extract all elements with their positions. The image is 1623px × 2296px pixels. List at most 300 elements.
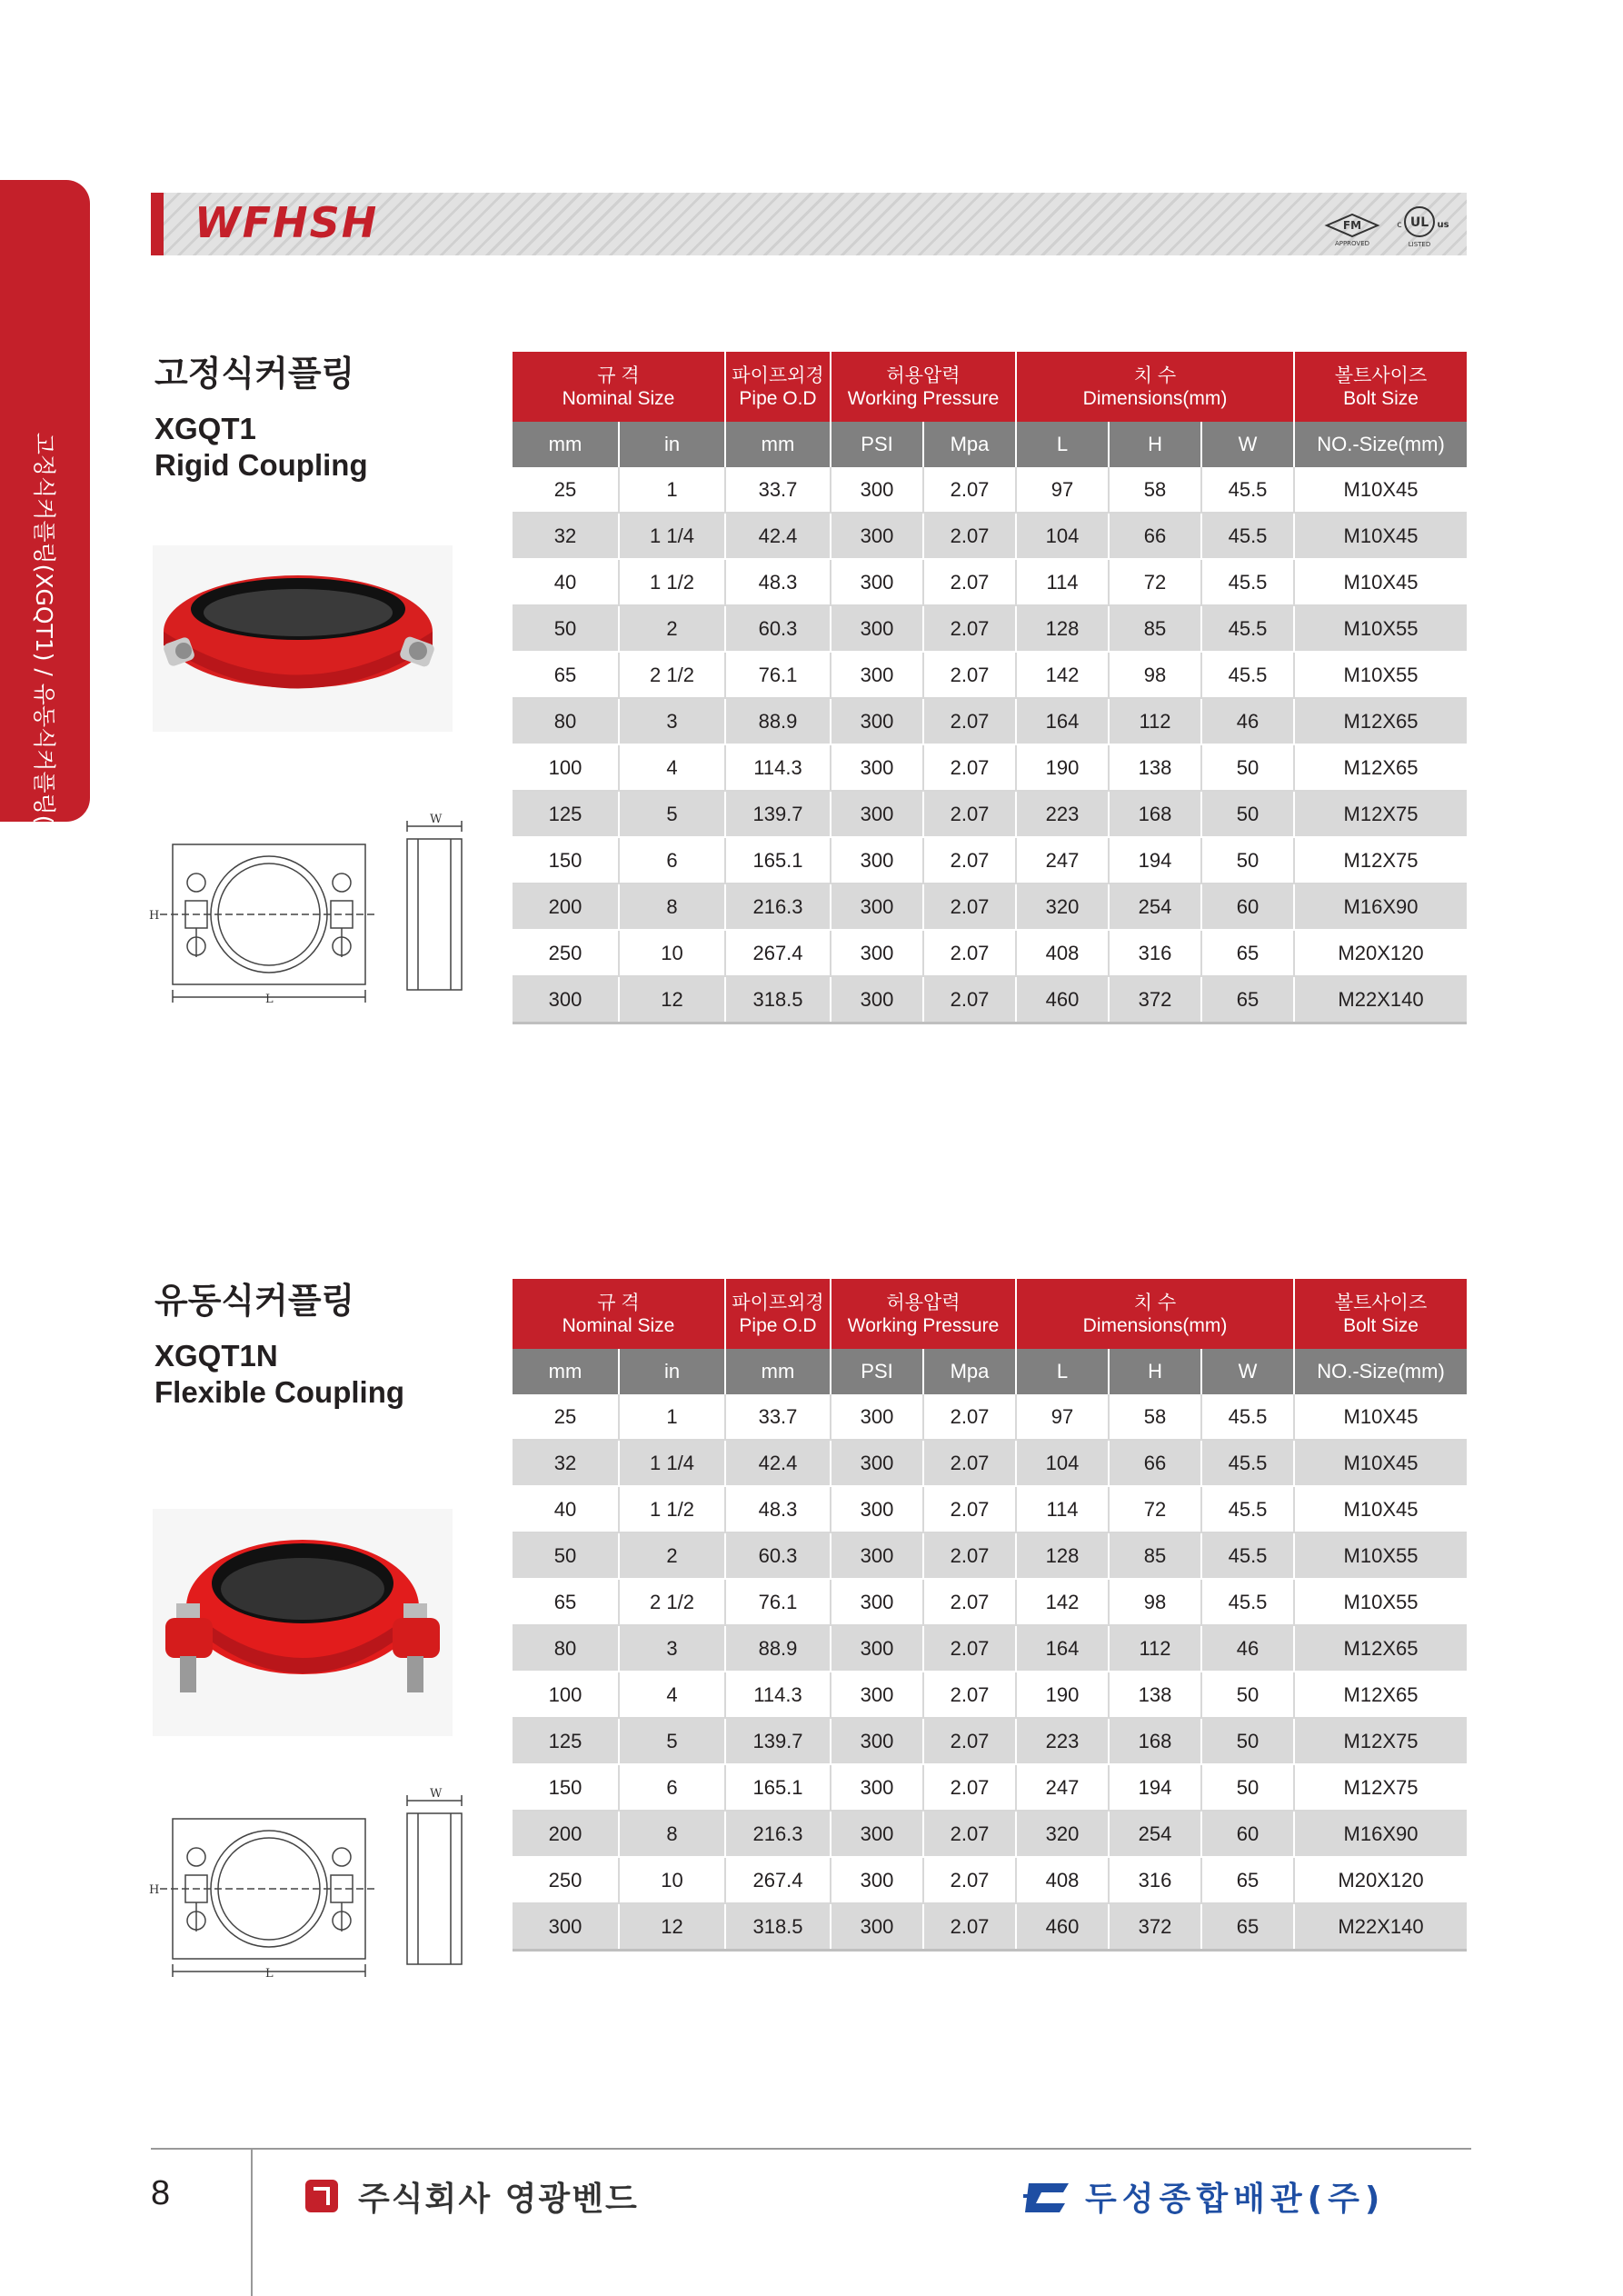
- table-row: [513, 791, 1467, 837]
- table-row: [513, 698, 1467, 744]
- table-cell: 60.3: [725, 605, 831, 652]
- drawing-label-h: H: [149, 1883, 160, 1897]
- table-cell: 200: [513, 883, 619, 930]
- table-cell: 372: [1109, 976, 1201, 1023]
- table-cell: 60: [1201, 1811, 1294, 1857]
- table-cell: 216.3: [725, 1811, 831, 1857]
- subheader-cell: W: [1201, 1349, 1294, 1394]
- table-cell: 300: [831, 698, 923, 744]
- table-row: [513, 1440, 1467, 1486]
- table-cell: 32: [513, 513, 619, 559]
- table-cell: 65: [1201, 1903, 1294, 1951]
- header-bar: [151, 193, 1467, 255]
- table-cell: 2.07: [923, 513, 1016, 559]
- table-cell: 300: [831, 744, 923, 791]
- table-cell: 223: [1016, 791, 1109, 837]
- table-cell: 45.5: [1201, 1440, 1294, 1486]
- table-row: [513, 1672, 1467, 1718]
- subheader-cell: L: [1016, 422, 1109, 467]
- table-cell: 300: [831, 1625, 923, 1672]
- table-cell: M16X90: [1294, 1811, 1467, 1857]
- table-cell: M10X45: [1294, 1440, 1467, 1486]
- section-model: [154, 411, 368, 484]
- table-cell: 408: [1016, 1857, 1109, 1903]
- table-cell: 2.07: [923, 559, 1016, 605]
- table-cell: 2.07: [923, 1857, 1016, 1903]
- table-cell: 300: [831, 930, 923, 976]
- table-cell: 25: [513, 1394, 619, 1440]
- table-cell: M10X45: [1294, 1394, 1467, 1440]
- table-cell: 88.9: [725, 698, 831, 744]
- table-cell: 8: [619, 1811, 725, 1857]
- table-cell: 2.07: [923, 1532, 1016, 1579]
- company-name-2: 두성종합배관(주): [1085, 2180, 1386, 2218]
- header-working-pressure: 허용압력 Working Pressure: [831, 352, 1016, 422]
- table-cell: 112: [1109, 698, 1201, 744]
- table-cell: 5: [619, 791, 725, 837]
- table-cell: 318.5: [725, 976, 831, 1023]
- drawing-label-w: W: [430, 1787, 443, 1801]
- table-cell: 2.07: [923, 467, 1016, 513]
- table-row: [513, 1394, 1467, 1440]
- table-row: [513, 883, 1467, 930]
- table-cell: 300: [831, 1532, 923, 1579]
- table-row: [513, 976, 1467, 1023]
- table-cell: 100: [513, 1672, 619, 1718]
- table-cell: 58: [1109, 467, 1201, 513]
- footer-divider: [151, 2148, 1471, 2150]
- table-row: [513, 1718, 1467, 1764]
- section-model: [154, 1338, 404, 1411]
- table-cell: 42.4: [725, 513, 831, 559]
- table-cell: 46: [1201, 1625, 1294, 1672]
- table-cell: 1 1/2: [619, 559, 725, 605]
- table-cell: 2.07: [923, 1440, 1016, 1486]
- table-cell: 125: [513, 791, 619, 837]
- table-cell: 1: [619, 1394, 725, 1440]
- table-cell: 320: [1016, 1811, 1109, 1857]
- drawing-label-h: H: [149, 909, 160, 923]
- subheader-cell: NO.-Size(mm): [1294, 422, 1467, 467]
- table-cell: 46: [1201, 698, 1294, 744]
- table-cell: 98: [1109, 1579, 1201, 1625]
- table-cell: 97: [1016, 467, 1109, 513]
- table-cell: 66: [1109, 1440, 1201, 1486]
- table-cell: 2.07: [923, 1672, 1016, 1718]
- subheader-cell: NO.-Size(mm): [1294, 1349, 1467, 1394]
- table-cell: 300: [831, 467, 923, 513]
- subheader-cell: W: [1201, 422, 1294, 467]
- table-cell: 300: [513, 1903, 619, 1951]
- table-row: [513, 513, 1467, 559]
- table-cell: 200: [513, 1811, 619, 1857]
- table-cell: 247: [1016, 837, 1109, 883]
- table-cell: 50: [1201, 791, 1294, 837]
- table-cell: 165.1: [725, 1764, 831, 1811]
- table-cell: 12: [619, 976, 725, 1023]
- table-cell: M10X55: [1294, 1579, 1467, 1625]
- table-cell: 300: [831, 513, 923, 559]
- table-cell: 2.07: [923, 1811, 1016, 1857]
- table-cell: 98: [1109, 652, 1201, 698]
- table-cell: M20X120: [1294, 930, 1467, 976]
- table-cell: 142: [1016, 1579, 1109, 1625]
- table-cell: 139.7: [725, 791, 831, 837]
- table-cell: 2.07: [923, 1903, 1016, 1951]
- table-cell: M12X75: [1294, 837, 1467, 883]
- header-accent: [151, 193, 164, 255]
- fm-sub-label: APPROVED: [1334, 240, 1370, 247]
- doosung-logo-icon: [1023, 2178, 1070, 2214]
- table-cell: 12: [619, 1903, 725, 1951]
- table-cell: 460: [1016, 1903, 1109, 1951]
- table-cell: 50: [513, 1532, 619, 1579]
- table-cell: M20X120: [1294, 1857, 1467, 1903]
- ul-us-label: us: [1437, 220, 1449, 230]
- table-row: [513, 605, 1467, 652]
- table-cell: 250: [513, 930, 619, 976]
- table-cell: 138: [1109, 1672, 1201, 1718]
- table-cell: 300: [831, 559, 923, 605]
- table-cell: 85: [1109, 605, 1201, 652]
- table-cell: 408: [1016, 930, 1109, 976]
- table-cell: 8: [619, 883, 725, 930]
- subheader-cell: PSI: [831, 1349, 923, 1394]
- table-cell: 2.07: [923, 1625, 1016, 1672]
- table-cell: 2.07: [923, 1718, 1016, 1764]
- table-cell: 125: [513, 1718, 619, 1764]
- table-cell: 58: [1109, 1394, 1201, 1440]
- table-cell: 50: [1201, 1672, 1294, 1718]
- table-cell: M12X65: [1294, 744, 1467, 791]
- table-cell: 112: [1109, 1625, 1201, 1672]
- table-cell: M16X90: [1294, 883, 1467, 930]
- table-cell: 50: [1201, 1718, 1294, 1764]
- table-cell: 65: [1201, 930, 1294, 976]
- table-cell: 32: [513, 1440, 619, 1486]
- subheader-cell: H: [1109, 1349, 1201, 1394]
- table-cell: 2.07: [923, 1394, 1016, 1440]
- subheader-cell: mm: [513, 1349, 619, 1394]
- table-cell: 300: [831, 605, 923, 652]
- table-cell: 128: [1016, 1532, 1109, 1579]
- table-cell: 300: [831, 1486, 923, 1532]
- table-cell: M10X55: [1294, 1532, 1467, 1579]
- certification-logos: [1321, 200, 1458, 249]
- spec-table-flexible: [513, 1279, 1467, 1952]
- table-row: [513, 467, 1467, 513]
- table-cell: M12X65: [1294, 698, 1467, 744]
- table-cell: 2 1/2: [619, 1579, 725, 1625]
- table-cell: 216.3: [725, 883, 831, 930]
- table-cell: 1: [619, 467, 725, 513]
- table-cell: 10: [619, 930, 725, 976]
- table-cell: 50: [1201, 744, 1294, 791]
- table-cell: 139.7: [725, 1718, 831, 1764]
- table-cell: 66: [1109, 513, 1201, 559]
- table-cell: 72: [1109, 1486, 1201, 1532]
- table-row: [513, 837, 1467, 883]
- table-cell: 300: [831, 1811, 923, 1857]
- company-doosung: [1023, 2174, 1385, 2218]
- table-cell: 72: [1109, 559, 1201, 605]
- table-cell: 254: [1109, 883, 1201, 930]
- table-cell: 48.3: [725, 1486, 831, 1532]
- rigid-coupling-photo: [153, 545, 453, 732]
- table-cell: 318.5: [725, 1903, 831, 1951]
- footer-vertical-divider: [251, 2150, 253, 2296]
- table-cell: 42.4: [725, 1440, 831, 1486]
- page-number: 8: [151, 2174, 171, 2212]
- table-cell: 2.07: [923, 1579, 1016, 1625]
- table-cell: 40: [513, 1486, 619, 1532]
- table-cell: 45.5: [1201, 467, 1294, 513]
- table-cell: M10X45: [1294, 467, 1467, 513]
- table-cell: 164: [1016, 1625, 1109, 1672]
- table-cell: M10X45: [1294, 1486, 1467, 1532]
- table-cell: 316: [1109, 1857, 1201, 1903]
- table-cell: 165.1: [725, 837, 831, 883]
- side-tab: [0, 180, 90, 930]
- model-name: Rigid Coupling: [154, 448, 368, 482]
- table-row: [513, 1532, 1467, 1579]
- table-cell: 3: [619, 1625, 725, 1672]
- table-cell: 45.5: [1201, 1579, 1294, 1625]
- brand-logo: WFHSH: [194, 198, 379, 247]
- table-cell: 3: [619, 698, 725, 744]
- table-row: [513, 1486, 1467, 1532]
- table-cell: 76.1: [725, 1579, 831, 1625]
- table-cell: 194: [1109, 1764, 1201, 1811]
- younggwang-logo-icon: [305, 2180, 338, 2212]
- subheader-cell: Mpa: [923, 422, 1016, 467]
- table-row: [513, 1764, 1467, 1811]
- table-cell: 300: [831, 1718, 923, 1764]
- table-cell: M12X65: [1294, 1625, 1467, 1672]
- table-cell: M10X55: [1294, 605, 1467, 652]
- table-cell: 45.5: [1201, 1394, 1294, 1440]
- header-dimensions: 치 수 Dimensions(mm): [1016, 352, 1294, 422]
- table-cell: 50: [1201, 837, 1294, 883]
- table-cell: 97: [1016, 1394, 1109, 1440]
- table-cell: 300: [831, 1903, 923, 1951]
- company-name-1: 주식회사 영광벤드: [358, 2180, 639, 2218]
- fm-label: FM: [1342, 219, 1362, 232]
- table-cell: 267.4: [725, 1857, 831, 1903]
- subheader-cell: in: [619, 1349, 725, 1394]
- table-cell: 1 1/2: [619, 1486, 725, 1532]
- table-cell: 168: [1109, 1718, 1201, 1764]
- header-pipe-od: 파이프외경 Pipe O.D: [725, 1279, 831, 1349]
- table-cell: 5: [619, 1718, 725, 1764]
- subheader-cell: mm: [725, 1349, 831, 1394]
- table-cell: 300: [831, 1672, 923, 1718]
- header-bolt-size: 볼트사이즈 Bolt Size: [1294, 1279, 1467, 1349]
- table-cell: 2.07: [923, 883, 1016, 930]
- ul-c-label: c: [1397, 220, 1402, 230]
- table-cell: 2.07: [923, 605, 1016, 652]
- table-cell: 104: [1016, 513, 1109, 559]
- table-cell: 80: [513, 1625, 619, 1672]
- subheader-cell: mm: [725, 422, 831, 467]
- table-cell: 138: [1109, 744, 1201, 791]
- table-cell: 65: [1201, 976, 1294, 1023]
- side-tab-text: 고정식커플링(XGQT1) / 유동식커플링(XGQT1N): [31, 432, 57, 930]
- table-cell: 300: [831, 976, 923, 1023]
- table-cell: 114.3: [725, 1672, 831, 1718]
- table-cell: 2.07: [923, 1486, 1016, 1532]
- subheader-cell: Mpa: [923, 1349, 1016, 1394]
- table-cell: 25: [513, 467, 619, 513]
- table-cell: M22X140: [1294, 1903, 1467, 1951]
- model-name: Flexible Coupling: [154, 1375, 405, 1409]
- table-cell: 6: [619, 1764, 725, 1811]
- table-cell: 2.07: [923, 791, 1016, 837]
- table-row: [513, 1903, 1467, 1951]
- table-cell: 300: [831, 652, 923, 698]
- table-cell: 194: [1109, 837, 1201, 883]
- header-pipe-od: 파이프외경 Pipe O.D: [725, 352, 831, 422]
- ul-label: UL: [1409, 215, 1429, 230]
- table-cell: 267.4: [725, 930, 831, 976]
- table-cell: 80: [513, 698, 619, 744]
- table-cell: 65: [513, 1579, 619, 1625]
- table-cell: 300: [831, 1579, 923, 1625]
- table-cell: 2.07: [923, 930, 1016, 976]
- table-row: [513, 1857, 1467, 1903]
- table-cell: 2.07: [923, 976, 1016, 1023]
- drawing-label-l: L: [265, 1967, 274, 1981]
- table-cell: 2.07: [923, 837, 1016, 883]
- table-cell: 223: [1016, 1718, 1109, 1764]
- table-cell: 2: [619, 605, 725, 652]
- table-row: [513, 744, 1467, 791]
- table-cell: 100: [513, 744, 619, 791]
- table-row: [513, 1811, 1467, 1857]
- table-cell: 60.3: [725, 1532, 831, 1579]
- table-cell: 300: [831, 791, 923, 837]
- rigid-coupling-drawing: [145, 812, 491, 1012]
- table-cell: 45.5: [1201, 605, 1294, 652]
- table-cell: M12X75: [1294, 791, 1467, 837]
- table-cell: 300: [831, 1764, 923, 1811]
- table-cell: 372: [1109, 1903, 1201, 1951]
- table-cell: 65: [513, 652, 619, 698]
- table-cell: 150: [513, 1764, 619, 1811]
- table-row: [513, 652, 1467, 698]
- fm-approved-icon: [1327, 215, 1378, 247]
- table-cell: 300: [513, 976, 619, 1023]
- header-nominal-size: 규 격 Nominal Size: [513, 1279, 725, 1349]
- subheader-cell: mm: [513, 422, 619, 467]
- table-cell: 300: [831, 837, 923, 883]
- table-cell: M12X65: [1294, 1672, 1467, 1718]
- table-row: [513, 1625, 1467, 1672]
- table-cell: 128: [1016, 605, 1109, 652]
- table-cell: 4: [619, 1672, 725, 1718]
- section-title: 고정식커플링: [154, 354, 355, 394]
- table-cell: 88.9: [725, 1625, 831, 1672]
- table-cell: 2.07: [923, 744, 1016, 791]
- ul-listed-icon: [1397, 207, 1449, 248]
- table-cell: 85: [1109, 1532, 1201, 1579]
- table-cell: 1 1/4: [619, 513, 725, 559]
- table-cell: 300: [831, 1857, 923, 1903]
- drawing-label-l: L: [265, 993, 274, 1006]
- flexible-coupling-photo: [153, 1509, 453, 1736]
- table-cell: 2 1/2: [619, 652, 725, 698]
- table-cell: 45.5: [1201, 513, 1294, 559]
- table-cell: 300: [831, 1394, 923, 1440]
- table-cell: 40: [513, 559, 619, 605]
- table-cell: 164: [1016, 698, 1109, 744]
- table-cell: 6: [619, 837, 725, 883]
- table-cell: 250: [513, 1857, 619, 1903]
- table-cell: 45.5: [1201, 559, 1294, 605]
- table-row: [513, 1579, 1467, 1625]
- table-cell: 114: [1016, 1486, 1109, 1532]
- table-cell: 10: [619, 1857, 725, 1903]
- table-cell: 76.1: [725, 652, 831, 698]
- table-cell: 247: [1016, 1764, 1109, 1811]
- table-cell: M12X75: [1294, 1764, 1467, 1811]
- subheader-cell: PSI: [831, 422, 923, 467]
- table-cell: 190: [1016, 744, 1109, 791]
- table-cell: 1 1/4: [619, 1440, 725, 1486]
- table-cell: M10X55: [1294, 652, 1467, 698]
- table-cell: 2.07: [923, 652, 1016, 698]
- header-dimensions: 치 수 Dimensions(mm): [1016, 1279, 1294, 1349]
- table-cell: 33.7: [725, 467, 831, 513]
- subheader-cell: H: [1109, 422, 1201, 467]
- table-row: [513, 930, 1467, 976]
- drawing-label-w: W: [430, 813, 443, 826]
- table-cell: 48.3: [725, 559, 831, 605]
- table-cell: M12X75: [1294, 1718, 1467, 1764]
- ul-sub-label: LISTED: [1408, 241, 1431, 248]
- company-younggwang: [305, 2176, 639, 2216]
- table-cell: 45.5: [1201, 1532, 1294, 1579]
- table-cell: 2.07: [923, 1764, 1016, 1811]
- table-cell: 2: [619, 1532, 725, 1579]
- table-cell: 33.7: [725, 1394, 831, 1440]
- table-cell: M10X45: [1294, 559, 1467, 605]
- table-cell: 114: [1016, 559, 1109, 605]
- table-cell: 2.07: [923, 698, 1016, 744]
- table-cell: 50: [1201, 1764, 1294, 1811]
- table-cell: 50: [513, 605, 619, 652]
- table-cell: 65: [1201, 1857, 1294, 1903]
- table-cell: 320: [1016, 883, 1109, 930]
- table-cell: 60: [1201, 883, 1294, 930]
- subheader-cell: L: [1016, 1349, 1109, 1394]
- header-working-pressure: 허용압력 Working Pressure: [831, 1279, 1016, 1349]
- table-cell: M22X140: [1294, 976, 1467, 1023]
- table-cell: 104: [1016, 1440, 1109, 1486]
- table-cell: 114.3: [725, 744, 831, 791]
- table-cell: 150: [513, 837, 619, 883]
- model-code: XGQT1N: [154, 1339, 278, 1373]
- table-cell: 460: [1016, 976, 1109, 1023]
- spec-table-rigid: [513, 352, 1467, 1024]
- table-cell: 254: [1109, 1811, 1201, 1857]
- flexible-coupling-drawing: [145, 1786, 491, 1986]
- table-cell: 168: [1109, 791, 1201, 837]
- header-bolt-size: 볼트사이즈 Bolt Size: [1294, 352, 1467, 422]
- table-cell: 45.5: [1201, 1486, 1294, 1532]
- table-cell: M10X45: [1294, 513, 1467, 559]
- table-cell: 142: [1016, 652, 1109, 698]
